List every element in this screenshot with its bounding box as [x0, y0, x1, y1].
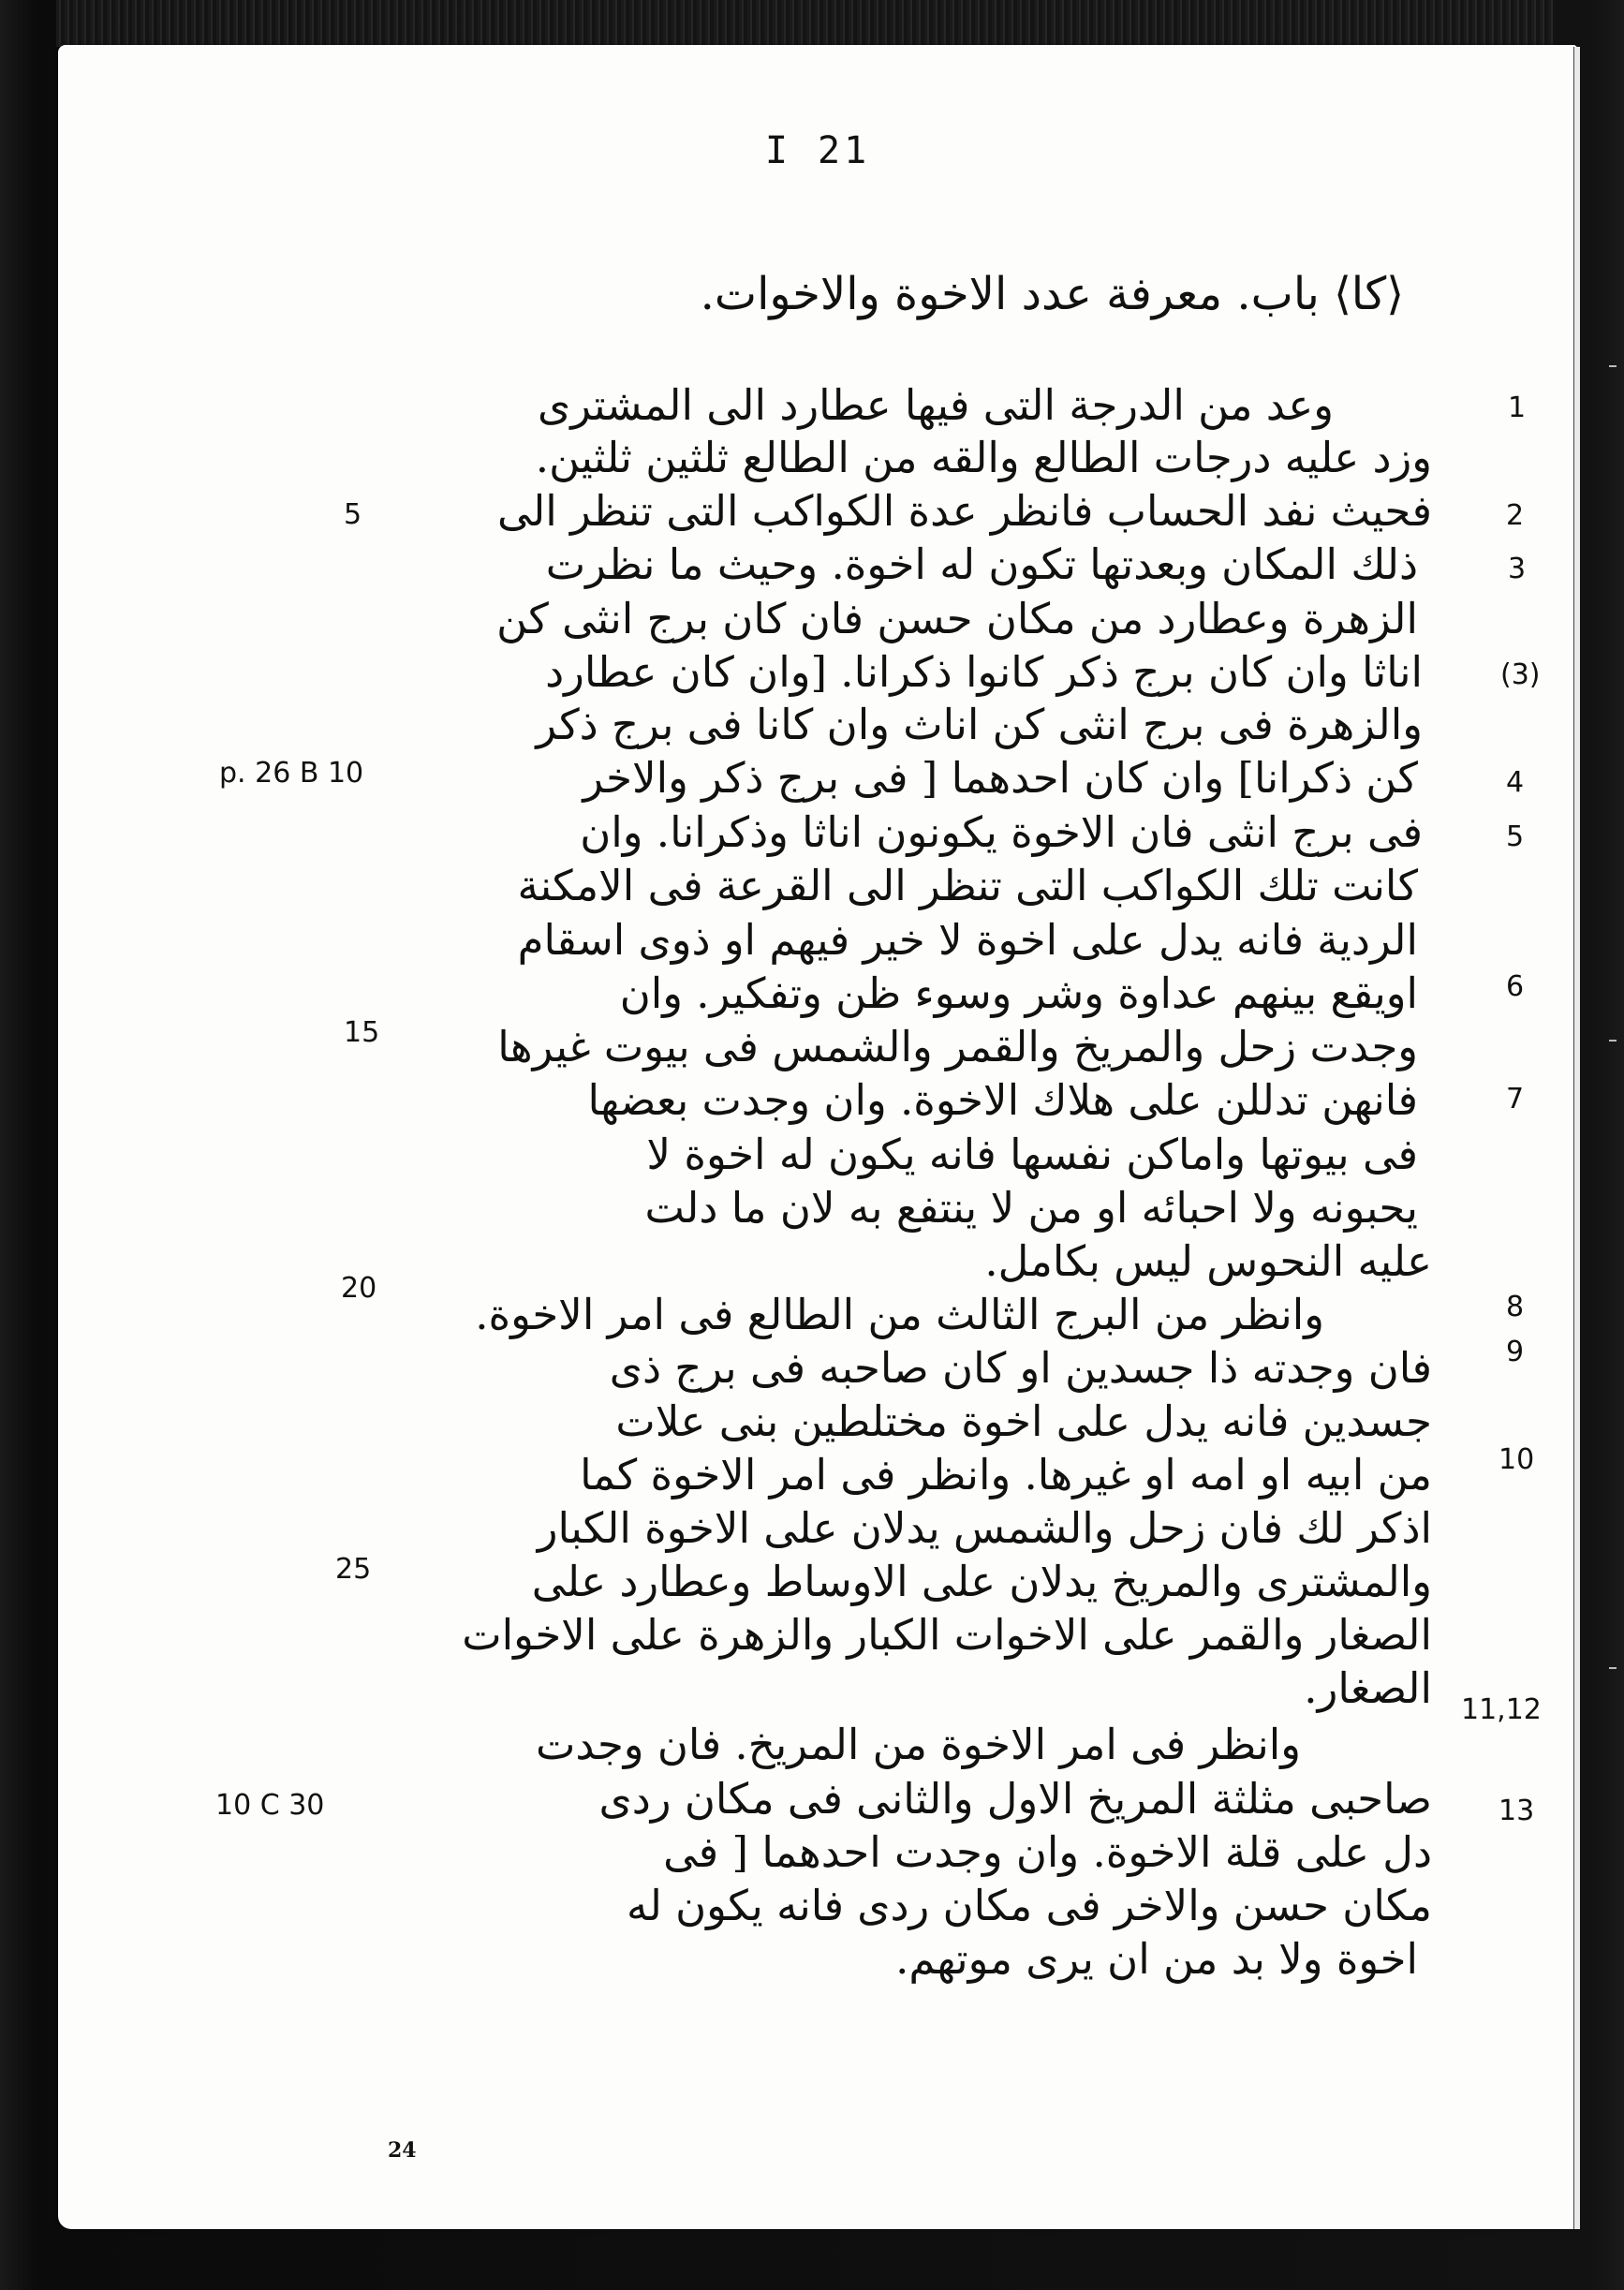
text-line: دل على قلة الاخوة. وان وجدت احدهما [ فى: [663, 1827, 1432, 1877]
edge-speck: [1609, 1667, 1617, 1669]
text-line: والمشترى والمريخ يدلان على الاوساط وعطارد على: [531, 1557, 1432, 1606]
paragraph-number: 1: [1508, 392, 1527, 424]
margin-line-number: 5: [344, 498, 362, 531]
text-line: والزهرة فى برج انثى كن اناث وان كانا فى برج ذكر: [536, 700, 1423, 749]
text-line: وزد عليه درجات الطالع والقه من الطالع ثلثين ثلثين.: [535, 433, 1432, 482]
chapter-title: ⟨كا⟩ باب. معرفة عدد الاخوة والاخوات.: [700, 268, 1404, 320]
text-line: كن ذكرانا] وان كان احدهما [ فى برج ذكر والاخر: [583, 753, 1418, 803]
text-line: فى برج انثى فان الاخوة يكونون اناثا وذكرانا. وان: [580, 807, 1423, 857]
margin-reference: 10 C 30: [215, 1789, 325, 1822]
paragraph-number: 9: [1506, 1336, 1525, 1368]
text-line: فان وجدته ذا جسدين او كان صاحبه فى برج ذى: [609, 1343, 1432, 1393]
manuscript-page: [58, 45, 1577, 2229]
text-line: اويقع بينهم عداوة وشر وسوء ظن وتفكير. وان: [619, 968, 1418, 1018]
paragraph-number: 4: [1506, 766, 1525, 799]
text-line: اناثا وان كان برج ذكر كانوا ذكرانا. [وان كان عطارد: [545, 647, 1423, 697]
text-line: اخوة ولا بد من ان يرى موتهم.: [895, 1934, 1418, 1984]
margin-line-number: 25: [335, 1553, 372, 1586]
text-line: فانهن تدللن على هلاك الاخوة. وان وجدت بعضها: [587, 1075, 1418, 1125]
text-line: الردية فانه يدل على اخوة لا خير فيهم او ذوى اسقام: [517, 915, 1418, 965]
edge-speck: [1609, 1040, 1617, 1042]
paragraph-number: 2: [1506, 499, 1525, 532]
book-spine-edge: [1573, 47, 1580, 2229]
text-line: جسدين فانه يدل على اخوة مختلطين بنى علات: [615, 1396, 1432, 1446]
text-line: فحيث نفد الحساب فانظر عدة الكواكب التى تنظر الى: [497, 486, 1432, 536]
edge-speck: [1609, 365, 1617, 367]
text-line: وعد من الدرجة التى فيها عطارد الى المشترى: [537, 380, 1334, 430]
paragraph-number: 10: [1499, 1443, 1535, 1476]
text-line: الصغار والقمر على الاخوات الكبار والزهرة على الاخوات: [462, 1610, 1432, 1660]
scan-edge-noise: [56, 0, 1555, 47]
margin-line-number: 20: [341, 1272, 377, 1305]
text-line: فى بيوتها واماكن نفسها فانه يكون له اخوة لا: [646, 1130, 1418, 1179]
text-line: وانظر فى امر الاخوة من المريخ. فان وجدت: [536, 1720, 1301, 1769]
text-line: اذكر لك فان زحل والشمس يدلان على الاخوة الكبار: [537, 1503, 1432, 1553]
paragraph-number: 11,12: [1461, 1693, 1542, 1726]
text-line: كانت تلك الكواكب التى تنظر الى القرعة فى الامكنة: [517, 861, 1418, 910]
text-line: مكان حسن والاخر فى مكان ردى فانه يكون له: [626, 1881, 1432, 1930]
margin-reference: p. 26 B 10: [219, 757, 364, 790]
margin-line-number: 15: [344, 1016, 380, 1049]
text-line: من ابيه او امه او غيرها. وانظر فى امر الاخوة كما: [580, 1450, 1432, 1500]
paragraph-number: 5: [1506, 820, 1525, 853]
paragraph-number: 6: [1506, 970, 1525, 1003]
text-line: ذلك المكان وبعدتها تكون له اخوة. وحيث ما نظرت: [545, 539, 1418, 589]
paragraph-number: (3): [1500, 658, 1541, 691]
paragraph-number: 3: [1508, 553, 1527, 585]
text-line: صاحبى مثلثة المريخ الاول والثانى فى مكان ردى: [598, 1774, 1432, 1824]
page-reference: I 21: [764, 129, 871, 172]
paragraph-number: 7: [1506, 1083, 1525, 1115]
page-number: 24: [388, 2138, 417, 2163]
paragraph-number: 8: [1506, 1291, 1525, 1323]
text-line: الصغار.: [1304, 1663, 1432, 1713]
text-line: الزهرة وعطارد من مكان حسن فان كان برج انثى كن: [496, 594, 1418, 643]
text-line: وجدت زحل والمريخ والقمر والشمس فى بيوت غيرها: [497, 1022, 1418, 1071]
text-line: عليه النحوس ليس بكامل.: [984, 1236, 1432, 1286]
text-line: وانظر من البرج الثالث من الطالع فى امر الاخوة.: [475, 1290, 1324, 1339]
paragraph-number: 13: [1499, 1795, 1535, 1827]
text-line: يحبونه ولا احبائه او من لا ينتفع به لان ما دلت: [644, 1183, 1418, 1233]
